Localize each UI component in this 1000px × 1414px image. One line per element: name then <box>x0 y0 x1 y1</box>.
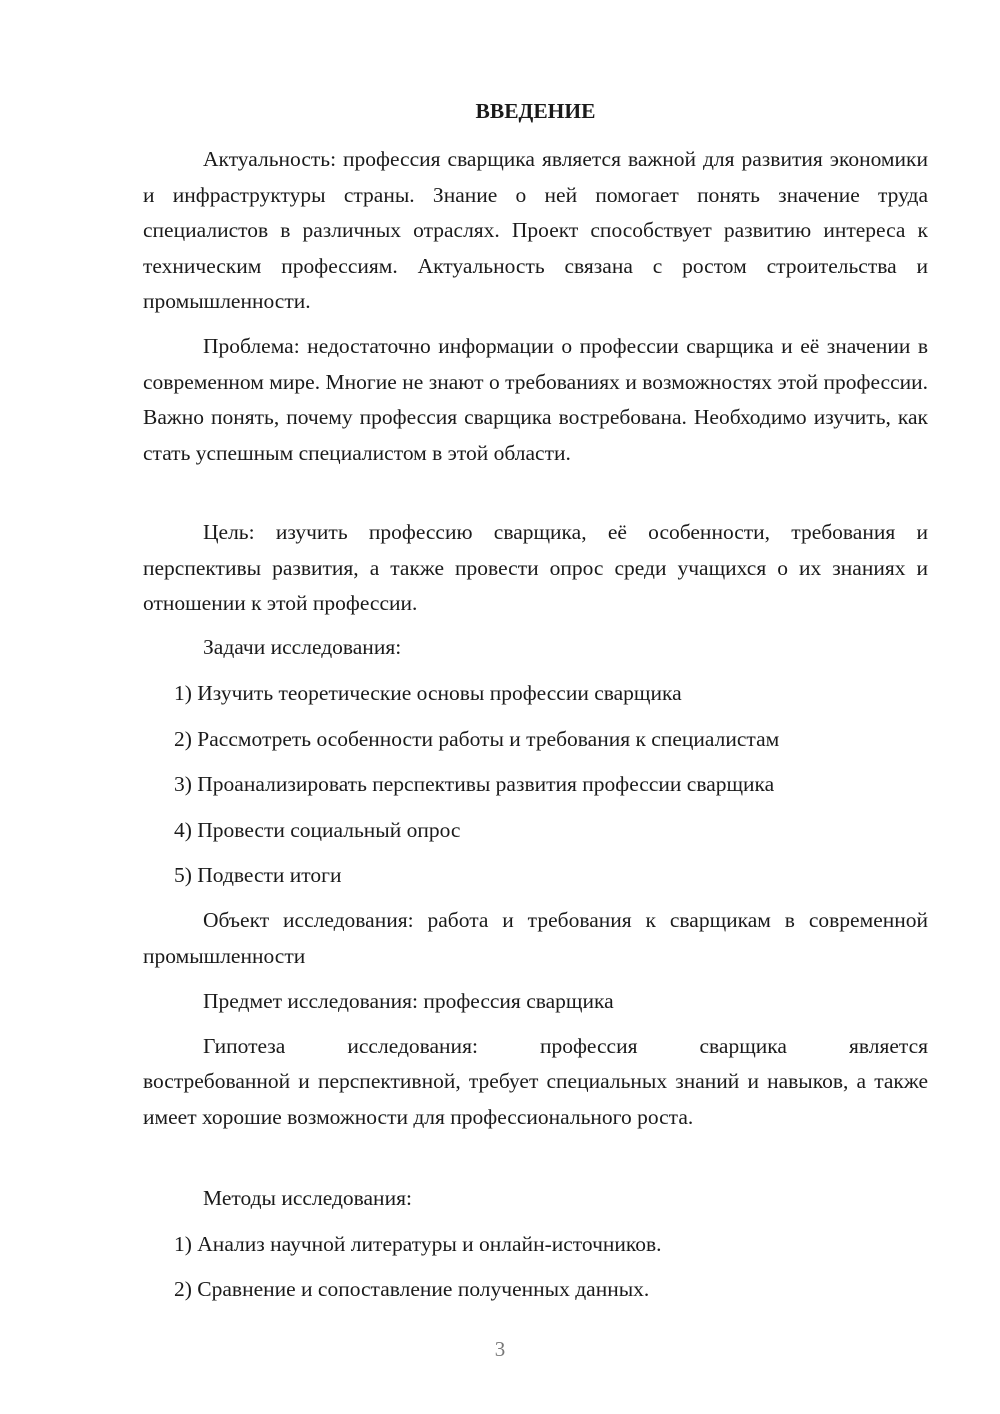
relevance-paragraph: Актуальность: профессия сварщика является важной для развития экономики и инфраструктуры страны. Знание о ней помогает понять значение труда специалистов в различных отраслях. Проект способствует развитию интереса к техническим профессиям. Актуальность связана с ростом строительства и промышленности. <box>143 147 928 313</box>
object-paragraph: Объект исследования: работа и требования к сварщикам в современной промышленности <box>143 908 928 968</box>
page-title: ВВЕДЕНИЕ <box>475 99 596 123</box>
method-item-1: 1) Анализ научной литературы и онлайн-источников. <box>174 1232 662 1256</box>
tasks-heading: Задачи исследования: <box>203 635 402 659</box>
method-item-2: 2) Сравнение и сопоставление полученных данных. <box>174 1277 650 1301</box>
task-item-3: 3) Проанализировать перспективы развития профессии сварщика <box>174 772 775 796</box>
task-item-4: 4) Провести социальный опрос <box>174 818 461 842</box>
hypothesis-first-line: Гипотеза исследования: профессия сварщика является <box>203 1034 928 1058</box>
task-item-1: 1) Изучить теоретические основы профессии сварщика <box>174 681 682 705</box>
problem-paragraph: Проблема: недостаточно информации о профессии сварщика и её значении в современном мире. Многие не знают о требованиях и возможностях этой профессии. Важно понять, почему профессия сварщика востребована. Необходимо изучить, как стать успешным специалистом в этой области. <box>143 334 928 465</box>
page-number: 3 <box>494 1337 506 1361</box>
goal-paragraph: Цель: изучить профессию сварщика, её особенности, требования и перспективы развития, а также провести опрос среди учащихся о их знаниях и отношении к этой профессии. <box>143 520 928 615</box>
task-item-2: 2) Рассмотреть особенности работы и требования к специалистам <box>174 727 780 751</box>
subject-paragraph: Предмет исследования: профессия сварщика <box>203 989 614 1013</box>
task-item-5: 5) Подвести итоги <box>174 863 342 887</box>
methods-heading: Методы исследования: <box>203 1186 412 1210</box>
hypothesis-paragraph: востребованной и перспективной, требует специальных знаний и навыков, а также имеет хорошие возможности для профессионального роста. <box>143 1069 928 1129</box>
